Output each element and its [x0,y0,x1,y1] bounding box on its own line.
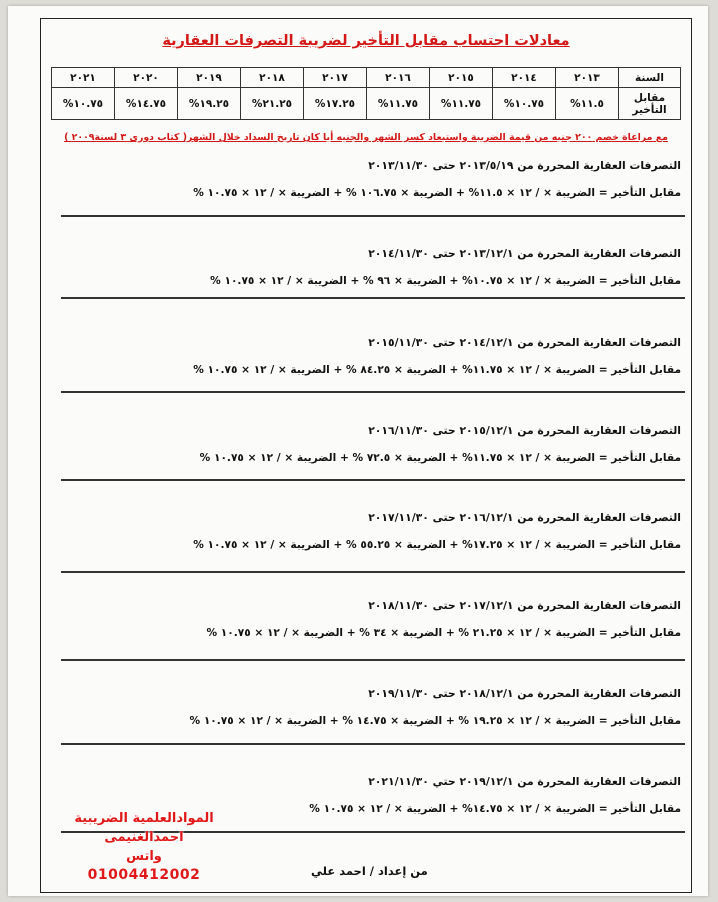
formula-line: مقابل التأخير = الضريبة × / ١٢ × ١٠.٧٥% + الضريبة × ٩٦ % + الضريبة × / ١٢ × ١٠.٧٥ % [210,275,681,287]
rate-cell: ٢١.٢٥% [241,88,304,120]
year-cell: ٢٠١٣ [556,68,619,88]
contact-watermark [59,809,229,885]
period-heading: التصرفات العقارية المحررة من ٢٠١٨/١٢/١ حتى ٢٠١٩/١١/٣٠ [368,687,681,700]
formula-line: مقابل التأخير = الضريبة × / ١٢ × ٢١.٢٥ % + الضريبة × ٣٤ % + الضريبة × / ١٢ × ١٠.٧٥ % [206,627,681,639]
period-heading: التصرفات العقارية المحررة من ٢٠١٥/١٢/١ حتى ٢٠١٦/١١/٣٠ [368,424,681,437]
period-section [49,599,683,639]
prepared-by: من إعداد / احمد علي [311,864,428,878]
year-cell: ٢٠١٩ [178,68,241,88]
section-divider [61,659,685,661]
rate-header-cell: مقابل التأخير [619,88,681,120]
table-row-years [52,68,681,88]
period-section [49,511,683,551]
page-border [40,18,692,893]
year-cell: ٢٠١٦ [367,68,430,88]
year-header-cell: السنة [619,68,681,88]
late-fee-rate-table [51,67,681,120]
formula-line: مقابل التأخير = الضريبة × / ١٢ × ١٩.٢٥ % + الضريبة × ١٤.٧٥ % + الضريبة × / ١٢ × ١٠.٧٥ % [189,715,681,727]
discount-note: مع مراعاة خصم ٢٠٠ جنيه من قيمة الضريبة واستبعاد كسر الشهر والجنيه أيا كان تاريخ السداد خلال الشهر( كتاب دورى ٣ لسنة٢٠٠٩ ) [64,132,668,143]
section-divider [61,215,685,217]
section-divider [61,743,685,745]
period-section [49,159,683,199]
rate-cell: ١٤.٧٥% [115,88,178,120]
rate-cell: ١٩.٢٥% [178,88,241,120]
table-row-rates [52,88,681,120]
year-cell: ٢٠١٥ [430,68,493,88]
section-divider [61,571,685,573]
year-cell: ٢٠١٤ [493,68,556,88]
rate-cell: ١٠.٧٥% [493,88,556,120]
watermark-line: الموادالعلمية الضريبية [74,811,214,826]
period-section [49,336,683,376]
watermark-line: احمدالغنيمى [104,830,184,845]
rate-cell: ١٠.٧٥% [52,88,115,120]
rate-cell: ١٧.٢٥% [304,88,367,120]
period-heading: التصرفات العقارية المحررة من ٢٠١٦/١٢/١ حتى ٢٠١٧/١١/٣٠ [368,511,681,524]
formula-line: مقابل التأخير = الضريبة × / ١٢ × ١٤.٧٥% + الضريبة × / ١٢ × ١٠.٧٥ % [309,803,681,815]
year-cell: ٢٠٢١ [52,68,115,88]
watermark-line: واتس [126,849,162,864]
period-heading: التصرفات العقارية المحررة من ٢٠١٣/٥/١٩ حتى ٢٠١٣/١١/٣٠ [368,159,681,172]
formula-line: مقابل التأخير = الضريبة × / ١٢ × ١١.٥% + الضريبة × ١٠٦.٧٥ % + الضريبة × / ١٢ × ١٠.٧٥ % [193,187,681,199]
section-divider [61,297,685,299]
document-page [8,6,708,896]
period-heading: التصرفات العقارية المحررة من ٢٠١٤/١٢/١ حتى ٢٠١٥/١١/٣٠ [368,336,681,349]
period-section [49,424,683,464]
watermark-phone: 01004412002 [87,867,201,883]
year-cell: ٢٠١٨ [241,68,304,88]
formula-line: مقابل التأخير = الضريبة × / ١٢ × ١٧.٢٥% + الضريبة × ٥٥.٢٥ % + الضريبة × / ١٢ × ١٠.٧٥ % [193,539,681,551]
rate-cell: ١١.٧٥% [430,88,493,120]
period-section [49,687,683,727]
year-cell: ٢٠٢٠ [115,68,178,88]
formula-line: مقابل التأخير = الضريبة × / ١٢ × ١١.٧٥% + الضريبة × ٧٢.٥ % + الضريبة × / ١٢ × ١٠.٧٥ % [199,452,681,464]
section-divider [61,479,685,481]
period-heading: التصرفات العقارية المحررة من ٢٠١٩/١٢/١ حتي ٢٠٢١/١١/٣٠ [368,775,681,788]
period-heading: التصرفات العقارية المحررة من ٢٠١٣/١٢/١ حتى ٢٠١٤/١١/٣٠ [368,247,681,260]
period-heading: التصرفات العقارية المحررة من ٢٠١٧/١٢/١ حتى ٢٠١٨/١١/٣٠ [368,599,681,612]
rate-cell: ١١.٧٥% [367,88,430,120]
period-section [49,247,683,287]
year-cell: ٢٠١٧ [304,68,367,88]
section-divider [61,391,685,393]
document-title: معادلات احتساب مقابل التأخير لضريبة التصرفات العقارية [162,33,570,49]
rate-cell: ١١.٥% [556,88,619,120]
formula-line: مقابل التأخير = الضريبة × / ١٢ × ١١.٧٥% + الضريبة × ٨٤.٢٥ % + الضريبة × / ١٢ × ١٠.٧٥ % [193,364,681,376]
